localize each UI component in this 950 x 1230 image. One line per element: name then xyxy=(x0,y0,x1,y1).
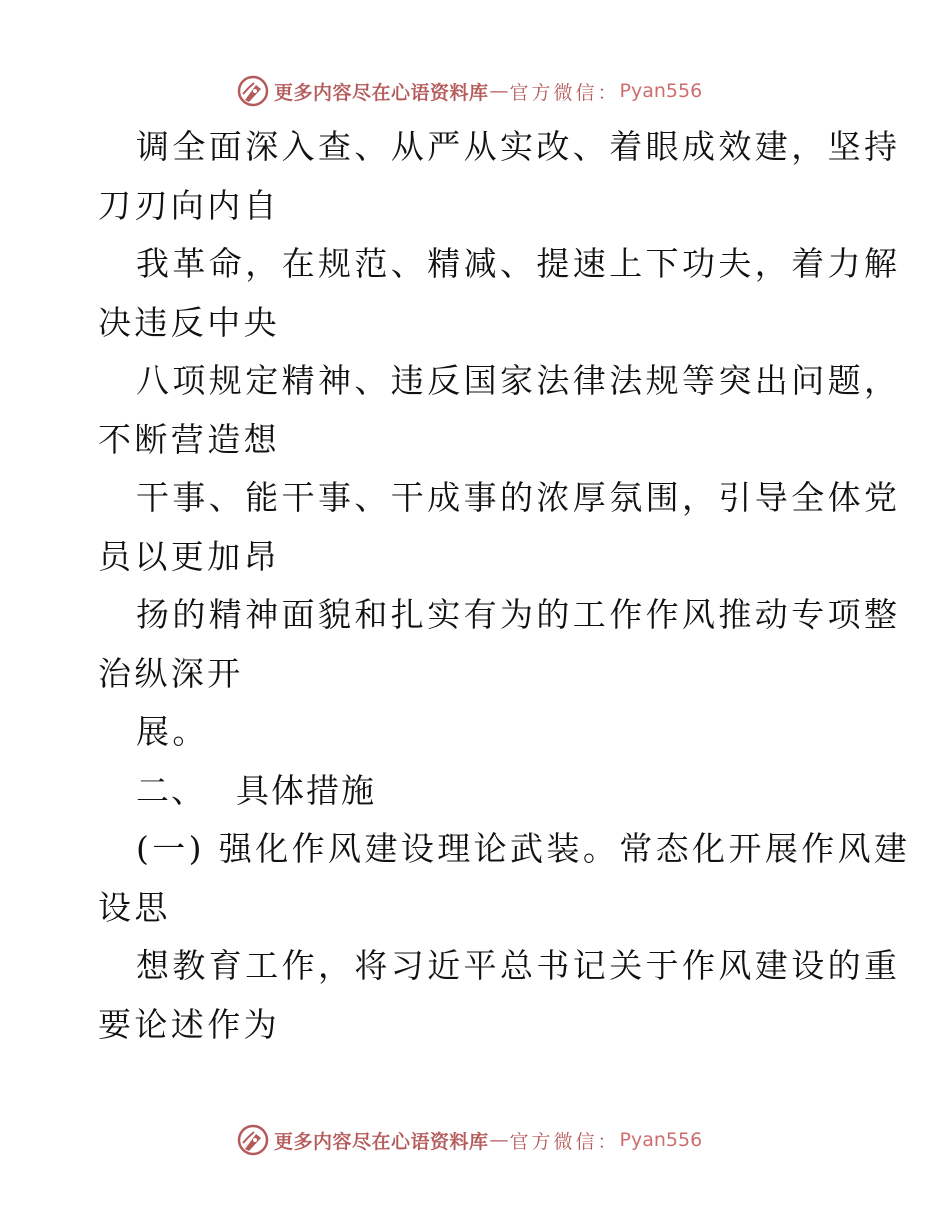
text-line: 扬的精神面貌和扎实有为的工作作风推动专项整 xyxy=(136,595,901,634)
watermark-dash: — xyxy=(489,80,509,102)
text-line: (一) 强化作风建设理论武装。常态化开展作风建 xyxy=(136,829,911,868)
text-line: 我革命，在规范、精减、提速上下功夫，着力解 xyxy=(136,244,901,283)
header-watermark xyxy=(236,73,702,109)
text-line: 不断营造想 xyxy=(98,419,280,459)
watermark-wechat-id: Pyan556 xyxy=(619,80,703,102)
watermark-wechat-id: Pyan556 xyxy=(619,1129,703,1151)
text-line: 要论述作为 xyxy=(98,1004,280,1044)
text-line: 调全面深入查、从严从实改、着眼成效建，坚持 xyxy=(136,127,901,166)
watermark-text: 更多内容尽在心语资料库 xyxy=(274,81,489,104)
watermark-text: 更多内容尽在心语资料库 xyxy=(274,1130,489,1153)
watermark-official: 官方微信： xyxy=(509,1130,620,1153)
watermark-dash: — xyxy=(489,1129,509,1151)
text-line: 想教育工作，将习近平总书记关于作风建设的重 xyxy=(136,946,901,985)
text-line: 设思 xyxy=(98,887,171,927)
text-line: 展。 xyxy=(136,712,209,751)
pen-nib-circle-logo-icon xyxy=(236,74,270,108)
text-line: 治纵深开 xyxy=(98,653,244,693)
section-heading xyxy=(98,762,858,821)
section-title: 具体措施 xyxy=(236,770,376,810)
watermark-official: 官方微信： xyxy=(509,81,620,104)
text-line: 干事、能干事、干成事的浓厚氛围，引导全体党 xyxy=(136,478,901,517)
text-line: 八项规定精神、违反国家法律法规等突出问题， xyxy=(136,361,901,400)
footer-watermark xyxy=(236,1122,702,1158)
text-line: 刀刃向内自 xyxy=(98,185,280,225)
section-number: 二、 xyxy=(136,770,206,810)
text-line: 决违反中央 xyxy=(98,302,280,342)
document-body xyxy=(98,118,911,1054)
text-line: 员以更加昂 xyxy=(98,536,280,576)
pen-nib-circle-logo-icon xyxy=(236,1123,270,1157)
